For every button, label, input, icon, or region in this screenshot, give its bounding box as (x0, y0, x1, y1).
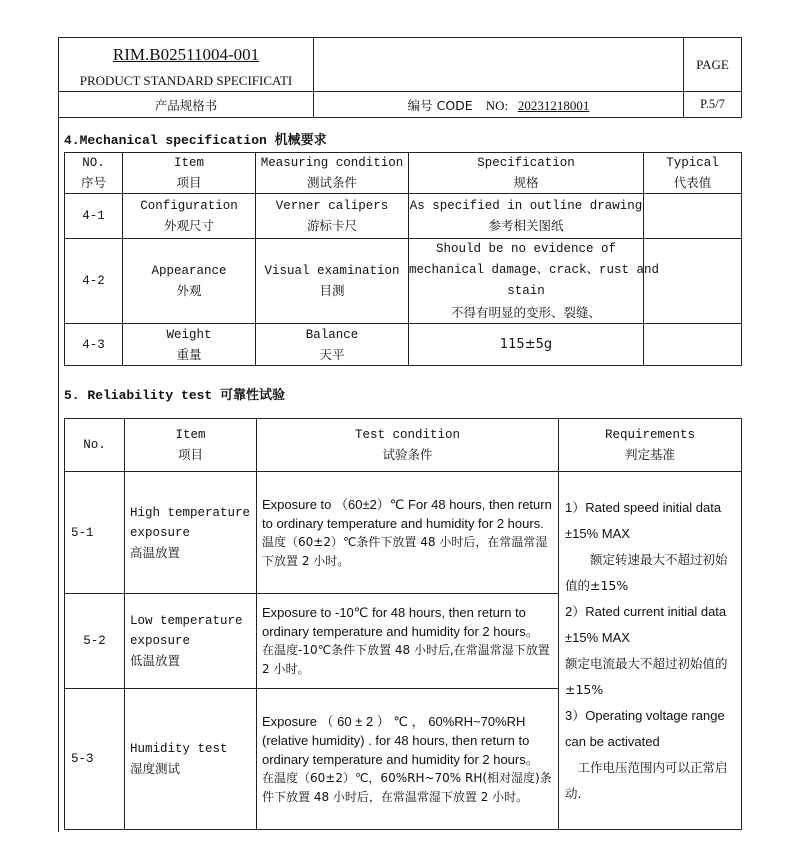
cond-cn: 天平 (319, 346, 345, 362)
row-no: 5-2 (65, 594, 125, 689)
col-no-en: NO. (82, 156, 105, 170)
cond-cn: 温度（60±2）℃条件下放置 48 小时后，在常温常湿下放置 2 小时。 (262, 534, 548, 568)
col-cond-cn: 试验条件 (382, 447, 433, 462)
doc-number: RIM.B02511004-001 (112, 44, 260, 64)
col-req-cn: 判定基准 (624, 447, 675, 462)
col-item-en: Item (173, 156, 204, 170)
col-item-cn: 项目 (177, 447, 203, 462)
item-cn: 低温放置 (130, 653, 181, 668)
row-no: 4-3 (65, 324, 123, 366)
spec-cn: 参考相关图纸 (488, 218, 564, 233)
item-cn: 重量 (176, 346, 202, 362)
cond-cn: 在温度（60±2）℃，60%RH~70% RH(相对湿度)条件下放置 48 小时后，在常温常湿下放置 2 小时。 (262, 770, 552, 804)
req-2-en: 2）Rated current initial data ±15% MAX (565, 603, 727, 645)
item-en-2: exposure (130, 525, 191, 540)
doc-id-cell (59, 38, 314, 92)
col-cond-cn: 测试条件 (306, 175, 357, 190)
cond-cn: 游标卡尺 (306, 218, 357, 233)
table-row (65, 239, 742, 324)
spec-en-3: stain (507, 284, 545, 298)
typical-cell (644, 194, 742, 239)
req-1-cn: 额定转速最大不超过初始值的±15% (565, 551, 728, 593)
item-en: Configuration (140, 199, 238, 213)
doc-title-cn: 产品规格书 (59, 92, 314, 118)
header-table (58, 37, 742, 118)
item-cn: 外观 (176, 283, 202, 298)
item-en-1: Humidity test (130, 742, 228, 756)
item-cn: 高温放置 (130, 544, 181, 560)
mechanical-table (64, 152, 742, 366)
left-border-line (58, 117, 59, 832)
table-row (65, 472, 742, 594)
col-item-cn: 项目 (176, 175, 202, 190)
cond-en: Visual examination (264, 264, 400, 278)
no-label: NO: (485, 97, 509, 113)
table-header-row (65, 153, 742, 194)
table-row (65, 194, 742, 239)
cond-en: Exposure （ 60 ± 2 ） ℃ ， 60%RH~70%RH (relative humidity) . for 48 hours, then return to ordinary temperature and humidity for 2 hours。 (262, 713, 539, 767)
cond-en: Verner calipers (275, 199, 389, 213)
spec-en-2: mechanical damage、crack、rust and (409, 263, 660, 277)
col-typ-cn: 代表值 (673, 175, 712, 190)
cond-cn: 目测 (319, 283, 345, 298)
req-3-en: 3）Operating voltage range can be activated (565, 707, 725, 749)
requirements-cell (559, 472, 742, 830)
typical-cell (644, 239, 742, 324)
code-label: 编号 CODE (407, 97, 473, 113)
code-value: 20231218001 (517, 97, 590, 113)
page-label: PAGE (684, 38, 742, 92)
item-cn: 湿度测试 (130, 761, 181, 776)
col-no: No. (65, 419, 125, 472)
row-no: 4-2 (65, 239, 123, 324)
table-header-row (65, 419, 742, 472)
page-value: P.5/7 (684, 92, 742, 118)
cond-cn: 在温度-10℃条件下放置 48 小时后,在常温常湿下放置 2 小时。 (262, 643, 550, 676)
spec-en-1: Should be no evidence of (435, 242, 617, 256)
col-req-en: Requirements (604, 428, 695, 442)
item-en: Weight (166, 327, 212, 342)
spec-cn: 不得有明显的变形、裂缝、 (450, 305, 601, 320)
req-2-cn: 额定电流最大不超过初始值的±15% (565, 655, 728, 697)
col-typ-en: Typical (666, 156, 719, 170)
cond-en: Exposure to （60±2）℃ For 48 hours, then return to ordinary temperature and humidity for 2 hours. (262, 496, 552, 531)
col-spec-en: Specification (477, 156, 575, 170)
req-3-cn: 工作电压范围内可以正常启动. (565, 759, 728, 801)
row-no: 4-1 (65, 194, 123, 239)
col-spec-cn: 规格 (513, 175, 539, 190)
row-no: 5-1 (65, 472, 125, 594)
section4-title: 4.Mechanical specification 机械要求 (64, 133, 327, 148)
typical-cell (644, 324, 742, 366)
doc-title-en: PRODUCT STANDARD SPECIFICATI (79, 72, 293, 88)
col-cond-en: Test condition (354, 428, 461, 442)
code-cell (314, 92, 684, 118)
table-row (65, 324, 742, 366)
item-cn: 外观尺寸 (163, 218, 214, 233)
item-en-2: exposure (130, 634, 191, 648)
spec-value: 115±5g (409, 324, 644, 366)
item-en-1: High temperature (130, 505, 251, 520)
section5-title: 5. Reliability test 可靠性试验 (64, 388, 286, 403)
req-1-en: 1）Rated speed initial data ±15% MAX (565, 499, 722, 541)
item-en-1: Low temperature (130, 614, 243, 628)
row-no: 5-3 (65, 689, 125, 830)
col-no-cn: 序号 (80, 175, 106, 190)
reliability-table (64, 418, 742, 830)
col-cond-en: Measuring condition (260, 156, 404, 170)
cond-en: Balance (305, 327, 359, 342)
cond-en: Exposure to -10℃ for 48 hours, then return to ordinary temperature and humidity for 2 hours。 (262, 605, 539, 639)
col-item-en: Item (175, 428, 206, 442)
spec-en: As specified in outline drawing (409, 199, 643, 213)
item-en: Appearance (151, 264, 227, 278)
header-blank-cell (314, 38, 684, 92)
